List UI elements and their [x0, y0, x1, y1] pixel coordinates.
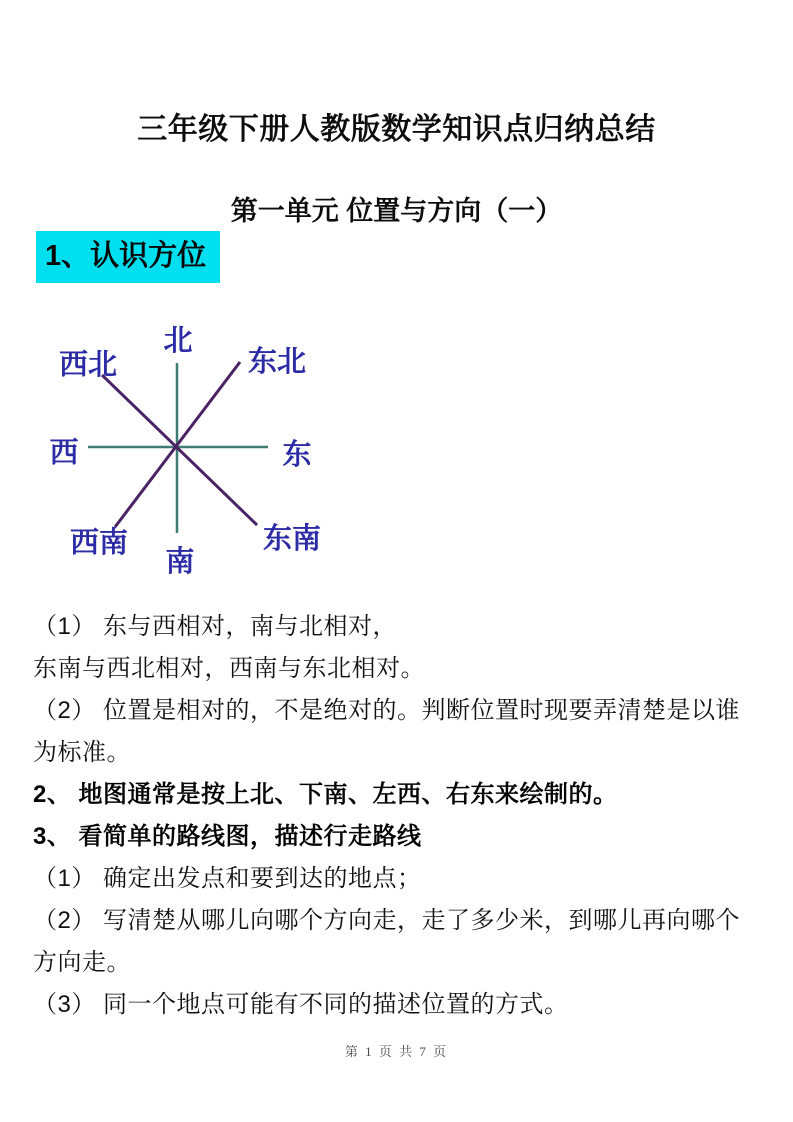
compass-label-south: 南: [165, 546, 195, 578]
unit-subtitle: 第一单元 位置与方向（一）: [230, 196, 563, 226]
compass-label-west: 西: [49, 437, 79, 469]
text-line: 为标准。: [33, 739, 131, 766]
text-line: （1） 东与西相对，南与北相对，: [33, 613, 398, 640]
text-line: （2） 写清楚从哪儿向哪个方向走，走了多少米，到哪儿再向哪个: [33, 907, 741, 934]
compass-label-east: 东: [282, 439, 312, 471]
text-line: 方向走。: [33, 949, 131, 976]
compass-direction-diagram: [28, 312, 363, 594]
compass-label-southwest: 西南: [69, 527, 129, 559]
body-text-block: [33, 606, 765, 1026]
compass-label-north: 北: [163, 325, 193, 357]
text-line: （1） 确定出发点和要到达的地点；: [33, 865, 422, 892]
compass-label-southeast: 东南: [262, 523, 322, 555]
page-number-footer: 第 1 页 共 7 页: [344, 1044, 449, 1059]
compass-label-northeast: 东北: [247, 346, 307, 378]
text-line: 东南与西北相对，西南与东北相对。: [33, 655, 425, 682]
text-line: （2） 位置是相对的，不是绝对的。判断位置时现要弄清楚是以谁: [33, 697, 741, 724]
text-line-bold-rule2: 2、 地图通常是按上北、下南、左西、右东来绘制的。: [33, 781, 618, 808]
page-title: 三年级下册人教版数学知识点归纳总结: [137, 113, 656, 146]
compass-label-northwest: 西北: [58, 349, 118, 381]
text-line: （3） 同一个地点可能有不同的描述位置的方式。: [33, 991, 569, 1018]
section-heading-highlighted: 1、认识方位: [36, 231, 220, 283]
compass-diagonal-nw-se: [102, 375, 257, 525]
text-line-bold-rule3: 3、 看简单的路线图，描述行走路线: [33, 823, 422, 850]
